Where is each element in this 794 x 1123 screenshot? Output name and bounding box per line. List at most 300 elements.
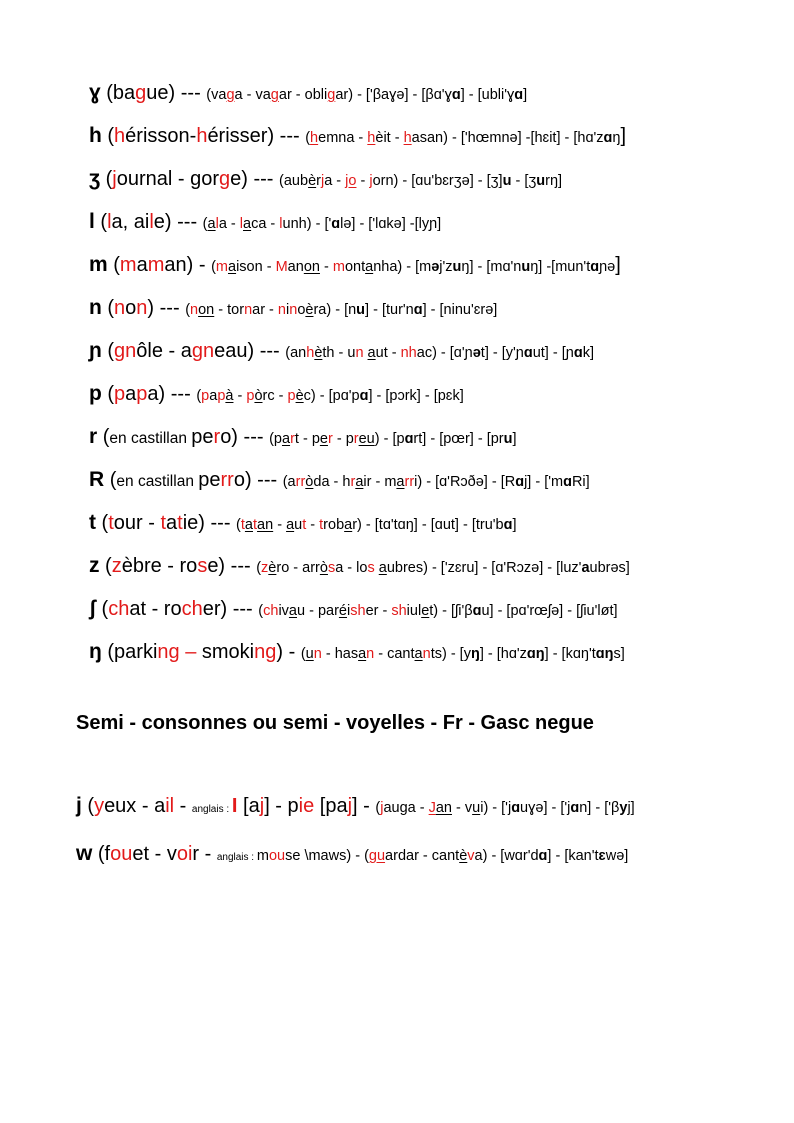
line-segment: a bbox=[207, 216, 216, 232]
section-heading: Semi - consonnes ou semi - voyelles - Fr - Gasc negue bbox=[76, 712, 594, 734]
line-segment: h bbox=[196, 125, 208, 147]
line-segment: ɑ bbox=[331, 216, 341, 232]
line-segment: a bbox=[355, 474, 364, 490]
line-segment: u bbox=[503, 431, 513, 447]
line-segment: ɑ bbox=[511, 800, 521, 816]
line-segment: iul bbox=[406, 603, 422, 619]
phoneme-line bbox=[76, 794, 635, 817]
line-segment: ) --- bbox=[147, 297, 186, 319]
line-segment: emna - bbox=[318, 130, 368, 146]
line-segment: j bbox=[112, 168, 117, 190]
line-segment: j bbox=[347, 795, 353, 817]
line-segment: (f bbox=[92, 843, 111, 865]
line-segment: ra) - [n bbox=[313, 302, 357, 318]
line-segment: ( bbox=[206, 87, 212, 103]
line-segment: eux - a bbox=[104, 795, 166, 817]
line-segment: ( bbox=[258, 603, 264, 619]
line-segment: (aub bbox=[279, 173, 309, 189]
line-segment: a bbox=[136, 254, 148, 276]
line-segment: z bbox=[261, 560, 269, 576]
line-segment: u bbox=[472, 800, 481, 816]
line-segment: ə bbox=[472, 345, 481, 361]
line-segment: lə] - ['lɑkə] -[lyɲ] bbox=[340, 216, 442, 232]
line-segment: ng bbox=[254, 641, 277, 663]
line-segment: ar - bbox=[252, 302, 278, 318]
line-segment: z bbox=[111, 555, 122, 577]
line-segment: ŋ] -[mun't bbox=[530, 259, 591, 275]
line-segment: s bbox=[367, 560, 375, 576]
line-segment: èbre - ro bbox=[121, 555, 198, 577]
line-segment: et - v bbox=[132, 843, 177, 865]
line-segment: a bbox=[581, 560, 590, 576]
line-segment: (p bbox=[269, 431, 282, 447]
phoneme-symbol: ɲ bbox=[89, 339, 102, 362]
line-segment: t bbox=[160, 512, 167, 534]
line-segment: ɑ bbox=[573, 345, 583, 361]
line-segment: ir - m bbox=[363, 474, 397, 490]
line-segment: a bbox=[281, 431, 291, 447]
line-segment: n bbox=[355, 345, 364, 361]
line-segment: ò bbox=[319, 560, 328, 576]
line-segment: m bbox=[215, 259, 228, 275]
line-segment: a - lo bbox=[335, 560, 368, 576]
line-segment: a bbox=[228, 259, 237, 275]
line-segment: - bbox=[273, 517, 287, 533]
line-segment: th - u bbox=[322, 345, 356, 361]
line-segment: ] - [pɔrk] - [pɛk] bbox=[368, 388, 464, 404]
line-segment: ubrəs] bbox=[589, 560, 630, 576]
line-segment: m bbox=[147, 254, 165, 276]
line-segment: a bbox=[358, 646, 367, 662]
line-segment: at - ro bbox=[129, 598, 182, 620]
line-segment: - bbox=[174, 795, 192, 817]
line-segment: érisser) --- bbox=[207, 125, 306, 147]
line-segment: r - bbox=[192, 843, 217, 865]
line-segment: wə] bbox=[605, 848, 629, 864]
line-segment: a, ai bbox=[111, 211, 150, 233]
line-segment: ba bbox=[112, 82, 136, 104]
line-segment: ] bbox=[615, 254, 621, 276]
line-segment: ut] - [ɲ bbox=[532, 345, 574, 361]
line-segment: jo bbox=[345, 173, 357, 189]
line-segment: en castillan bbox=[109, 430, 192, 447]
line-segment: n bbox=[114, 297, 126, 319]
line-segment: a bbox=[288, 603, 297, 619]
phoneme-line bbox=[89, 339, 594, 362]
line-segment: rr bbox=[404, 474, 415, 490]
phoneme-symbol: w bbox=[76, 842, 93, 865]
line-segment: è bbox=[268, 560, 277, 576]
line-segment: o) --- bbox=[233, 469, 283, 491]
line-segment: ng – bbox=[157, 641, 202, 663]
line-segment: (parki bbox=[101, 641, 158, 663]
line-segment: ( bbox=[100, 82, 113, 104]
line-segment: ò bbox=[254, 388, 263, 404]
phoneme-symbol: l bbox=[89, 210, 95, 233]
line-segment: pe bbox=[191, 426, 214, 448]
line-segment: n bbox=[244, 302, 253, 318]
line-segment: orn) - [ɑu'bɛrʒə] - [ʒ] bbox=[372, 173, 503, 189]
line-segment: p bbox=[217, 388, 226, 404]
line-segment: g bbox=[226, 87, 235, 103]
line-segment: ( bbox=[96, 512, 109, 534]
line-segment: (a bbox=[282, 474, 296, 490]
phoneme-line bbox=[89, 425, 517, 448]
line-segment: e) --- bbox=[207, 555, 257, 577]
line-segment: v bbox=[467, 848, 475, 864]
line-segment: u bbox=[305, 646, 314, 662]
line-segment: e bbox=[421, 603, 430, 619]
line-segment: l bbox=[149, 211, 154, 233]
line-segment: ( bbox=[104, 469, 117, 491]
line-segment: ɑ bbox=[514, 87, 524, 103]
phoneme-symbol: n bbox=[89, 296, 102, 319]
line-segment: g bbox=[135, 82, 147, 104]
line-segment: da - h bbox=[313, 474, 351, 490]
line-segment: sh bbox=[391, 603, 407, 619]
line-segment: unh) - [' bbox=[282, 216, 332, 232]
line-segment: va bbox=[211, 87, 227, 103]
line-segment: j'z bbox=[439, 259, 453, 275]
line-segment: - bbox=[306, 517, 320, 533]
line-segment: ɑŋ bbox=[595, 646, 614, 662]
line-segment: nh bbox=[400, 345, 417, 361]
line-segment: ( bbox=[196, 388, 202, 404]
line-segment: ch bbox=[108, 598, 130, 620]
line-segment: p bbox=[201, 388, 210, 404]
line-segment: iv bbox=[278, 603, 289, 619]
line-segment: m bbox=[332, 259, 345, 275]
line-segment: - cant bbox=[374, 646, 415, 662]
line-segment: Ri] bbox=[571, 474, 590, 490]
line-segment: p bbox=[287, 388, 296, 404]
line-segment: u bbox=[521, 259, 531, 275]
phoneme-symbol: r bbox=[89, 425, 98, 448]
line-segment: auga - bbox=[383, 800, 429, 816]
phoneme-symbol: ŋ bbox=[89, 640, 102, 663]
line-segment: ( bbox=[211, 259, 216, 275]
line-segment: e) --- bbox=[230, 168, 280, 190]
line-segment: ch bbox=[181, 598, 203, 620]
line-segment: j] - ['m bbox=[524, 474, 564, 490]
line-segment: n bbox=[422, 646, 431, 662]
line-segment: ɑŋ bbox=[526, 646, 545, 662]
line-segment: ] bbox=[620, 125, 627, 147]
line-segment: ] - bbox=[352, 795, 376, 817]
line-segment: e) --- bbox=[153, 211, 203, 233]
line-segment: u bbox=[452, 259, 462, 275]
line-segment: u bbox=[294, 517, 303, 533]
line-segment: l bbox=[279, 216, 283, 232]
line-segment: en castillan bbox=[116, 473, 199, 490]
line-segment: ɑ bbox=[523, 345, 533, 361]
line-segment: ɑ bbox=[503, 517, 513, 533]
line-segment: p bbox=[114, 383, 126, 405]
phoneme-symbol: h bbox=[89, 124, 102, 147]
line-segment: nha) - [m bbox=[373, 259, 432, 275]
line-segment: - [ʒ bbox=[511, 173, 537, 189]
line-segment: an) - bbox=[164, 254, 212, 276]
line-segment: - v bbox=[452, 800, 473, 816]
line-segment: j bbox=[320, 173, 325, 189]
line-segment: ] - [ninu'ɛrə] bbox=[422, 302, 498, 318]
line-segment: gn bbox=[114, 340, 137, 362]
line-segment: anglais : bbox=[216, 852, 257, 863]
line-segment: rr bbox=[220, 469, 234, 491]
line-segment: è bbox=[308, 173, 317, 189]
line-segment: u bbox=[536, 173, 546, 189]
line-segment: a bbox=[378, 560, 387, 576]
line-segment: ( bbox=[364, 848, 369, 864]
line-segment: I bbox=[231, 795, 238, 817]
line-segment: ] - [tur'n bbox=[365, 302, 414, 318]
line-segment: eu bbox=[358, 431, 375, 447]
line-segment: a bbox=[344, 517, 353, 533]
line-segment: ou bbox=[110, 843, 133, 865]
line-segment: ( bbox=[107, 254, 120, 276]
line-segment: l bbox=[239, 216, 244, 232]
line-segment: ie) --- bbox=[182, 512, 237, 534]
phoneme-line bbox=[76, 842, 628, 865]
line-segment: ts) - [y bbox=[430, 646, 471, 662]
line-segment: t bbox=[253, 517, 258, 533]
line-segment: a - bbox=[324, 173, 346, 189]
line-segment: ) - [p bbox=[374, 431, 405, 447]
line-segment: ɑ bbox=[570, 800, 580, 816]
line-segment: a - va bbox=[234, 87, 271, 103]
line-segment: our - bbox=[113, 512, 161, 534]
line-segment: ch bbox=[263, 603, 279, 619]
line-segment: anglais : bbox=[191, 804, 232, 815]
phoneme-line bbox=[89, 468, 590, 491]
line-segment: ue) --- bbox=[146, 82, 207, 104]
line-segment: j bbox=[380, 800, 384, 816]
line-segment: érisson- bbox=[125, 125, 197, 147]
line-segment: m bbox=[119, 254, 137, 276]
line-segment: ] - [kɑŋ't bbox=[544, 646, 596, 662]
line-segment: ubres) - ['zɛru] - [ɑ'Rɔzə] - [luz' bbox=[386, 560, 582, 576]
line-segment: n bbox=[136, 297, 148, 319]
line-segment: k] bbox=[582, 345, 594, 361]
line-segment: i bbox=[286, 302, 290, 318]
line-segment: gu bbox=[368, 848, 386, 864]
line-segment: t bbox=[319, 517, 324, 533]
line-segment: [a bbox=[237, 795, 260, 817]
line-segment: a bbox=[209, 388, 218, 404]
line-segment: rŋ] bbox=[545, 173, 563, 189]
line-segment: ɑ bbox=[590, 259, 600, 275]
line-segment: a - bbox=[218, 216, 240, 232]
line-segment: on bbox=[303, 259, 320, 275]
line-segment: ] bbox=[512, 431, 517, 447]
phoneme-symbol: z bbox=[89, 554, 100, 577]
line-segment: ( bbox=[81, 795, 95, 817]
line-segment: c) - [pɑ'p bbox=[303, 388, 360, 404]
line-segment: ar - obli bbox=[278, 87, 328, 103]
line-segment: ut - bbox=[375, 345, 401, 361]
line-segment: ɑ bbox=[472, 603, 482, 619]
line-segment: ro - arr bbox=[276, 560, 320, 576]
line-segment: u bbox=[356, 302, 366, 318]
line-segment: è bbox=[305, 302, 314, 318]
line-segment: ] - [ubli'ɣ bbox=[460, 87, 515, 103]
line-segment: ] bbox=[523, 87, 528, 103]
line-segment: a bbox=[396, 474, 405, 490]
phoneme-line bbox=[89, 81, 527, 104]
line-segment: r bbox=[327, 431, 333, 447]
line-segment: n] - ['β bbox=[579, 800, 620, 816]
line-segment: t] - [y'ɲ bbox=[480, 345, 524, 361]
line-segment: ie bbox=[298, 795, 315, 817]
line-segment: - bbox=[233, 388, 247, 404]
line-segment: ( bbox=[300, 646, 306, 662]
phoneme-symbol: j bbox=[76, 794, 82, 817]
line-segment: e bbox=[319, 431, 328, 447]
line-segment: r bbox=[290, 431, 295, 447]
line-segment: ] - [kan't bbox=[547, 848, 599, 864]
line-segment: t bbox=[609, 603, 614, 619]
line-segment: rob bbox=[323, 517, 345, 533]
line-segment: s bbox=[197, 555, 208, 577]
line-segment: m bbox=[256, 848, 269, 864]
line-segment: an bbox=[435, 800, 452, 816]
phoneme-symbol: ɣ bbox=[89, 81, 101, 104]
line-segment: è bbox=[295, 388, 304, 404]
line-segment: n bbox=[366, 646, 375, 662]
line-segment: o bbox=[297, 302, 306, 318]
line-segment: uɣə] - ['j bbox=[520, 800, 571, 816]
line-segment: rr bbox=[295, 474, 306, 490]
line-segment: p bbox=[246, 388, 255, 404]
line-segment: t bbox=[302, 517, 307, 533]
line-segment: l bbox=[107, 211, 112, 233]
line-segment: ɲə bbox=[599, 259, 616, 275]
line-segment: ŋ bbox=[470, 646, 480, 662]
phoneme-symbol: t bbox=[89, 511, 96, 534]
phoneme-line bbox=[89, 253, 621, 276]
line-segment: g bbox=[270, 87, 279, 103]
line-segment: ( bbox=[100, 168, 113, 190]
line-segment: ( bbox=[97, 426, 110, 448]
line-segment: ( bbox=[101, 297, 115, 319]
line-segment: eau) --- bbox=[214, 340, 286, 362]
line-segment: ôle - a bbox=[136, 340, 192, 362]
line-segment: - p bbox=[332, 431, 354, 447]
phoneme-symbol: p bbox=[89, 382, 102, 405]
phoneme-symbol: R bbox=[89, 468, 105, 491]
line-segment: t) - [ʃi'β bbox=[429, 603, 473, 619]
line-segment: on bbox=[198, 302, 215, 318]
phoneme-symbol: m bbox=[89, 253, 108, 276]
line-segment: gn bbox=[191, 340, 215, 362]
line-segment: è bbox=[314, 345, 323, 361]
line-segment: - bbox=[356, 173, 370, 189]
line-segment: r bbox=[353, 431, 359, 447]
line-segment: j] bbox=[627, 800, 635, 816]
line-segment: an bbox=[287, 259, 304, 275]
line-segment: ac) - [ɑ'ɲ bbox=[416, 345, 473, 361]
line-segment: ) - bbox=[276, 641, 301, 663]
phoneme-symbol: ʃ bbox=[89, 597, 96, 620]
line-segment: r) - [tɑ'tɑŋ] - [ɑut] - [tru'b bbox=[352, 517, 504, 533]
line-segment: a) - [wɑr'd bbox=[474, 848, 539, 864]
line-segment: er - bbox=[365, 603, 392, 619]
line-segment: p bbox=[136, 383, 148, 405]
line-segment: ( bbox=[99, 555, 112, 577]
line-segment: h bbox=[403, 130, 412, 146]
line-segment: a bbox=[414, 646, 423, 662]
line-segment: ou bbox=[268, 848, 286, 864]
line-segment: ɑ bbox=[538, 848, 548, 864]
line-segment: s bbox=[327, 560, 336, 576]
line-segment: r bbox=[350, 474, 356, 490]
line-segment: g bbox=[219, 168, 231, 190]
line-segment: h bbox=[367, 130, 376, 146]
line-segment: i) - ['j bbox=[480, 800, 512, 816]
line-segment: ( bbox=[101, 340, 115, 362]
line-segment: smoki bbox=[201, 641, 255, 663]
line-segment: J bbox=[428, 800, 436, 816]
line-segment: g bbox=[327, 87, 336, 103]
line-segment: a bbox=[286, 517, 295, 533]
phoneme-line bbox=[89, 640, 625, 663]
line-segment: a bbox=[125, 383, 137, 405]
phoneme-line bbox=[89, 167, 562, 190]
line-segment: rc - bbox=[262, 388, 288, 404]
line-segment: t bbox=[240, 517, 245, 533]
phoneme-symbol: ʒ bbox=[89, 167, 101, 190]
line-segment: ] - p bbox=[264, 795, 299, 817]
line-segment: rt] - [pœr] - [pr bbox=[413, 431, 504, 447]
line-segment: ( bbox=[101, 383, 115, 405]
line-segment: a bbox=[244, 517, 253, 533]
line-segment: t bbox=[108, 512, 114, 534]
phoneme-line bbox=[89, 124, 626, 147]
phoneme-line bbox=[89, 597, 618, 620]
line-segment: - has bbox=[321, 646, 359, 662]
line-segment: i bbox=[347, 603, 351, 619]
line-segment: é bbox=[338, 603, 347, 619]
line-segment: ə bbox=[431, 259, 440, 275]
line-segment: ] bbox=[613, 603, 618, 619]
line-segment: h bbox=[114, 125, 126, 147]
line-segment: ournal - gor bbox=[116, 168, 220, 190]
line-segment: pe bbox=[198, 469, 221, 491]
line-segment: à bbox=[225, 388, 234, 404]
line-segment: n bbox=[313, 646, 322, 662]
line-segment: [pa bbox=[314, 795, 348, 817]
line-segment: n bbox=[190, 302, 199, 318]
line-segment: ŋ] - [mɑ'n bbox=[461, 259, 522, 275]
line-segment: ( bbox=[305, 130, 311, 146]
line-segment: ( bbox=[185, 302, 191, 318]
line-segment: ɑ bbox=[603, 130, 613, 146]
line-segment: o bbox=[125, 297, 137, 319]
line-segment: ɛ bbox=[598, 848, 606, 864]
line-segment: i) - [ɑ'Rɔðə] - [R bbox=[414, 474, 516, 490]
line-segment: è bbox=[459, 848, 468, 864]
line-segment: an bbox=[257, 517, 274, 533]
line-segment: a bbox=[365, 259, 374, 275]
line-segment: l bbox=[215, 216, 219, 232]
line-segment: - tor bbox=[214, 302, 245, 318]
line-segment: a bbox=[243, 216, 252, 232]
line-segment: ( bbox=[202, 216, 208, 232]
line-segment: ( bbox=[96, 598, 109, 620]
line-segment: ( bbox=[375, 800, 381, 816]
line-segment: ŋ bbox=[612, 130, 621, 146]
line-segment: a bbox=[367, 345, 376, 361]
